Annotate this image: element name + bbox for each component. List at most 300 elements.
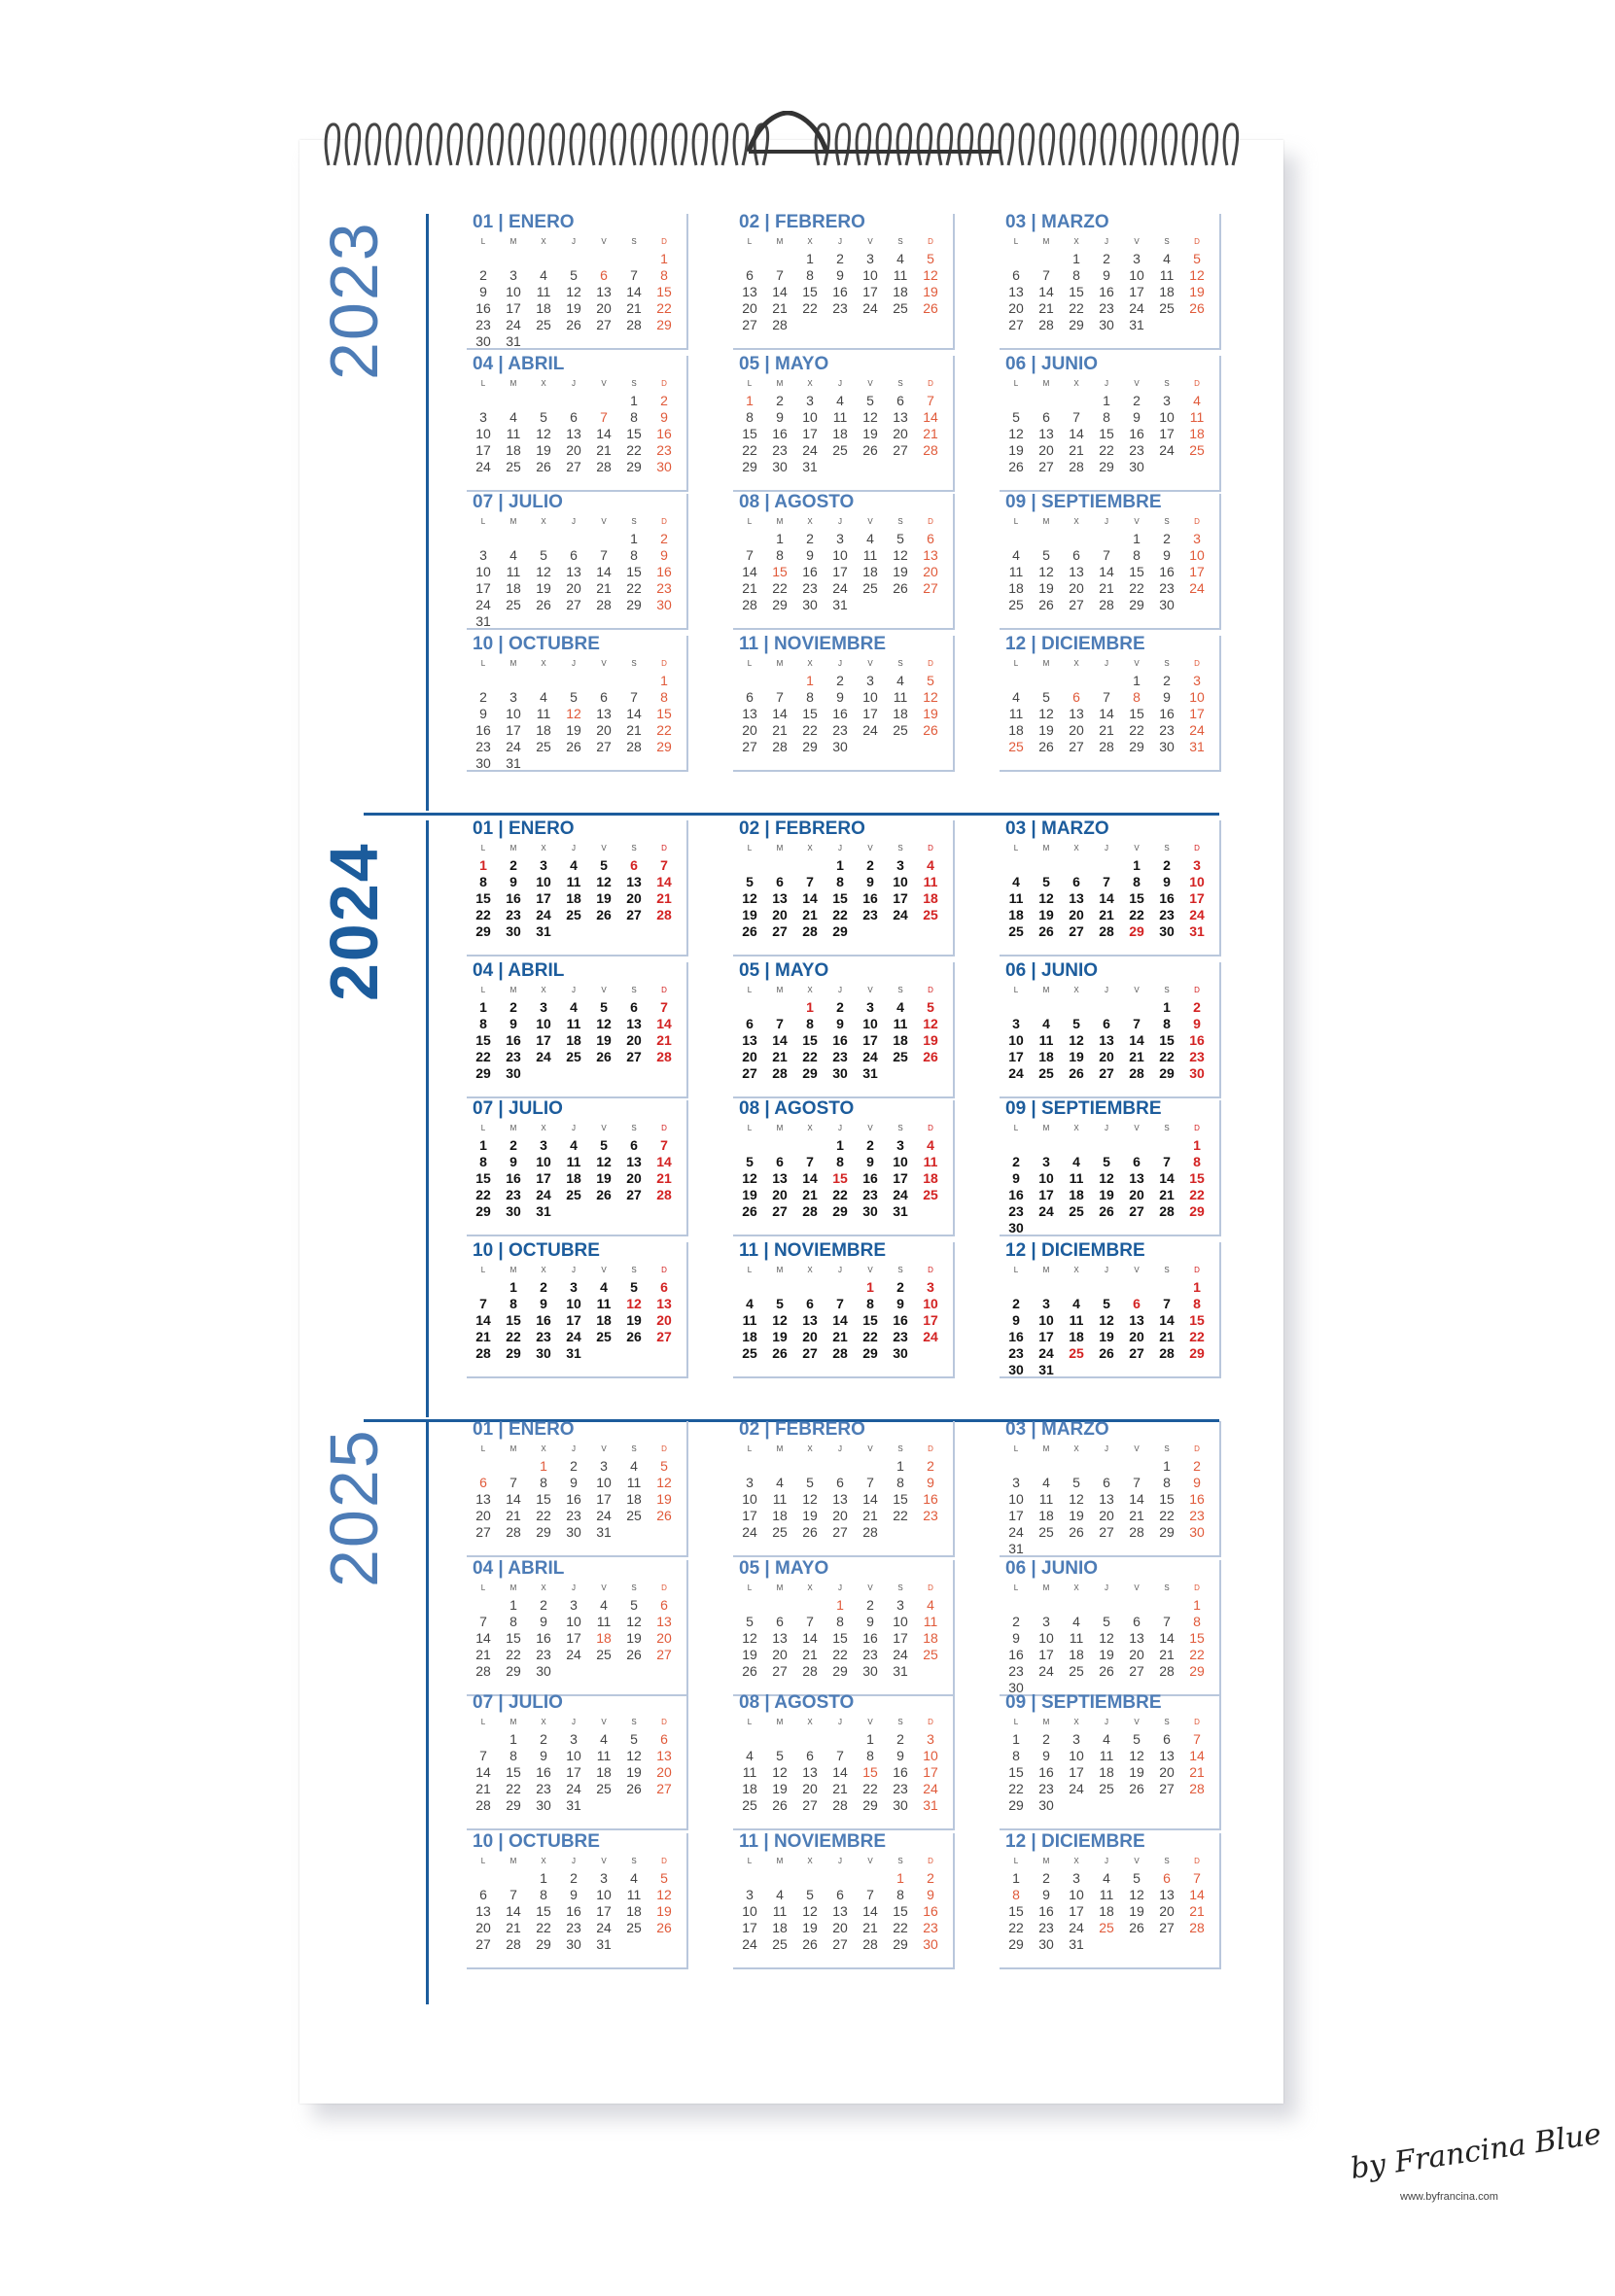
day-cell: 20 xyxy=(1038,442,1054,458)
weekday-header: V xyxy=(867,1583,873,1592)
weekday-header: S xyxy=(897,1266,903,1274)
weekday-header: J xyxy=(572,1718,576,1727)
month-title: 09 | SEPTIEMBRE xyxy=(1005,1692,1162,1714)
day-cell: 16 xyxy=(475,722,491,738)
day-cell: 4 xyxy=(776,1475,784,1490)
month-title: 02 | FEBRERO xyxy=(739,818,865,839)
weekday-header: M xyxy=(776,1857,784,1866)
day-cell: 5 xyxy=(630,1279,638,1295)
day-cell: 6 xyxy=(660,1731,668,1748)
day-cell: 30 xyxy=(1099,317,1114,332)
day-cell: 3 xyxy=(866,999,874,1015)
day-cell: 5 xyxy=(927,999,934,1015)
day-cell: 24 xyxy=(923,1329,938,1344)
day-cell: 20 xyxy=(1129,1646,1144,1662)
day-cell: 28 xyxy=(596,459,612,474)
day-cell: 23 xyxy=(536,1646,551,1662)
weekday-header: J xyxy=(572,1124,576,1132)
day-cell: 22 xyxy=(1159,1508,1175,1523)
weekday-header: M xyxy=(1042,517,1050,526)
day-cell: 8 xyxy=(630,547,638,563)
day-cell: 10 xyxy=(1008,1032,1024,1048)
weekday-header: X xyxy=(807,659,813,668)
day-cell: 1 xyxy=(1133,857,1141,873)
weekday-header: M xyxy=(509,659,517,668)
day-cell: 22 xyxy=(802,722,818,738)
spiral-ring xyxy=(673,124,686,165)
spiral-ring xyxy=(1142,124,1156,165)
day-cell: 25 xyxy=(1008,739,1024,754)
weekday-header: V xyxy=(867,379,873,388)
day-cell: 27 xyxy=(1038,459,1054,474)
day-cell: 1 xyxy=(866,1731,874,1748)
weekday-header: S xyxy=(631,659,637,668)
day-cell: 10 xyxy=(566,1613,581,1629)
weekday-header: D xyxy=(928,986,933,994)
day-cell: 2 xyxy=(1012,1154,1020,1169)
day-cell: 14 xyxy=(862,1903,878,1920)
day-cell: 13 xyxy=(1159,1887,1175,1903)
month-block xyxy=(467,962,688,1098)
day-cell: 23 xyxy=(506,1049,521,1064)
day-cell: 15 xyxy=(802,284,818,299)
day-cell: 22 xyxy=(802,1049,818,1064)
weekday-header: L xyxy=(1013,1444,1019,1453)
day-cell: 8 xyxy=(806,267,814,283)
day-cell: 9 xyxy=(660,409,668,425)
day-cell: 14 xyxy=(802,1170,818,1186)
day-cell: 30 xyxy=(862,1662,878,1679)
weekday-header: V xyxy=(1134,379,1140,388)
weekday-header: M xyxy=(1042,1583,1050,1592)
day-cell: 24 xyxy=(832,580,848,596)
day-cell: 18 xyxy=(1038,1049,1054,1064)
spiral-ring xyxy=(1000,124,1013,165)
day-cell: 16 xyxy=(1008,1329,1024,1344)
day-cell: 26 xyxy=(1129,1920,1144,1936)
weekday-header: X xyxy=(807,1718,813,1727)
day-cell: 20 xyxy=(596,722,612,738)
day-cell: 2 xyxy=(660,531,668,546)
weekday-header: L xyxy=(1013,1718,1019,1727)
day-cell: 26 xyxy=(802,1936,818,1953)
day-cell: 8 xyxy=(866,1748,874,1764)
day-cell: 30 xyxy=(1189,1524,1205,1540)
day-cell: 3 xyxy=(540,1137,547,1153)
day-cell: 2 xyxy=(1042,1731,1050,1748)
month-block xyxy=(467,1694,688,1830)
day-cell: 10 xyxy=(893,1154,908,1169)
day-cell: 3 xyxy=(866,251,874,266)
day-cell: 4 xyxy=(1042,1475,1050,1490)
day-cell: 15 xyxy=(506,1764,521,1781)
day-cell: 7 xyxy=(776,689,784,705)
day-cell: 19 xyxy=(536,580,551,596)
day-cell: 26 xyxy=(596,1187,612,1202)
month-title: 01 | ENERO xyxy=(473,818,575,839)
day-cell: 14 xyxy=(802,1629,818,1646)
day-cell: 18 xyxy=(626,1903,642,1920)
day-cell: 24 xyxy=(1129,300,1144,316)
day-cell: 14 xyxy=(832,1312,848,1328)
day-cell: 21 xyxy=(475,1646,491,1662)
day-cell: 8 xyxy=(896,1887,904,1903)
weekday-header: L xyxy=(747,659,753,668)
spiral-ring xyxy=(489,124,503,165)
day-cell: 21 xyxy=(802,1187,818,1202)
weekday-header: D xyxy=(661,237,667,246)
day-cell: 22 xyxy=(1129,580,1144,596)
day-cell: 21 xyxy=(626,722,642,738)
day-cell: 14 xyxy=(1189,1748,1205,1764)
day-cell: 25 xyxy=(1038,1524,1054,1540)
day-cell: 7 xyxy=(1133,1016,1141,1031)
day-cell: 25 xyxy=(596,1781,612,1797)
day-cell: 26 xyxy=(742,1662,757,1679)
day-cell: 13 xyxy=(772,1170,788,1186)
day-cell: 11 xyxy=(923,1154,938,1169)
day-cell: 9 xyxy=(1163,547,1171,563)
weekday-header: L xyxy=(747,1718,753,1727)
day-cell: 7 xyxy=(836,1748,844,1764)
day-cell: 1 xyxy=(836,857,844,873)
weekday-header: X xyxy=(1073,659,1079,668)
day-cell: 13 xyxy=(742,1032,757,1048)
day-cell: 4 xyxy=(1072,1296,1080,1311)
weekday-header: L xyxy=(747,1266,753,1274)
weekday-header: S xyxy=(897,1444,903,1453)
day-cell: 29 xyxy=(1099,459,1114,474)
weekday-header: M xyxy=(509,1124,517,1132)
month-block xyxy=(1000,820,1221,957)
day-cell: 5 xyxy=(1012,409,1020,425)
day-cell: 2 xyxy=(1163,531,1171,546)
day-cell: 3 xyxy=(1163,393,1171,408)
day-cell: 16 xyxy=(832,706,848,721)
weekday-header: L xyxy=(1013,517,1019,526)
day-cell: 14 xyxy=(1159,1629,1175,1646)
day-cell: 23 xyxy=(772,442,788,458)
day-cell: 2 xyxy=(509,999,517,1015)
month-title: 08 | AGOSTO xyxy=(739,1692,855,1714)
day-cell: 21 xyxy=(923,426,938,441)
day-cell: 18 xyxy=(626,1491,642,1507)
weekday-header: J xyxy=(1105,1444,1108,1453)
day-cell: 18 xyxy=(566,1032,581,1048)
day-cell: 30 xyxy=(802,597,818,612)
day-cell: 17 xyxy=(536,1170,551,1186)
day-cell: 5 xyxy=(1103,1613,1110,1629)
day-cell: 27 xyxy=(742,1065,757,1081)
day-cell: 1 xyxy=(509,1279,517,1295)
day-cell: 28 xyxy=(656,907,672,922)
weekday-header: S xyxy=(897,1857,903,1866)
day-cell: 4 xyxy=(1103,1870,1110,1887)
month-title: 12 | DICIEMBRE xyxy=(1005,1240,1145,1261)
day-cell: 18 xyxy=(1069,1187,1084,1202)
day-cell: 4 xyxy=(1163,251,1171,266)
day-cell: 14 xyxy=(772,284,788,299)
month-title: 07 | JULIO xyxy=(473,492,563,512)
day-cell: 15 xyxy=(802,706,818,721)
day-cell: 12 xyxy=(1099,1629,1114,1646)
day-cell: 9 xyxy=(570,1887,578,1903)
day-cell: 6 xyxy=(1133,1613,1141,1629)
day-cell: 9 xyxy=(836,267,844,283)
day-cell: 28 xyxy=(626,317,642,332)
day-cell: 21 xyxy=(1159,1329,1175,1344)
day-cell: 31 xyxy=(1069,1936,1084,1953)
day-cell: 25 xyxy=(1099,1920,1114,1936)
day-cell: 14 xyxy=(832,1764,848,1781)
day-cell: 18 xyxy=(923,1170,938,1186)
day-cell: 25 xyxy=(596,1646,612,1662)
weekday-header: X xyxy=(807,1583,813,1592)
day-cell: 16 xyxy=(1008,1646,1024,1662)
day-cell: 12 xyxy=(1099,1312,1114,1328)
spiral-ring xyxy=(959,124,972,165)
day-cell: 23 xyxy=(1008,1203,1024,1219)
day-cell: 23 xyxy=(1189,1508,1205,1523)
day-cell: 19 xyxy=(566,722,581,738)
day-cell: 3 xyxy=(1072,1731,1080,1748)
day-cell: 18 xyxy=(1038,1508,1054,1523)
day-cell: 12 xyxy=(862,409,878,425)
day-cell: 16 xyxy=(1159,706,1175,721)
month-block xyxy=(1000,494,1221,630)
day-cell: 8 xyxy=(1012,1748,1020,1764)
day-cell: 14 xyxy=(506,1903,521,1920)
day-cell: 28 xyxy=(1159,1203,1175,1219)
day-cell: 1 xyxy=(866,1279,874,1295)
day-cell: 19 xyxy=(626,1629,642,1646)
month-block xyxy=(1000,356,1221,492)
day-cell: 22 xyxy=(1129,722,1144,738)
day-cell: 9 xyxy=(540,1613,547,1629)
day-cell: 31 xyxy=(475,613,491,629)
day-cell: 28 xyxy=(1129,1524,1144,1540)
month-block xyxy=(733,1242,955,1378)
day-cell: 2 xyxy=(836,251,844,266)
weekday-header: S xyxy=(631,1718,637,1727)
day-cell: 28 xyxy=(772,317,788,332)
day-cell: 26 xyxy=(802,1524,818,1540)
day-cell: 9 xyxy=(866,1154,874,1169)
month-block xyxy=(467,494,688,630)
day-cell: 2 xyxy=(776,393,784,408)
day-cell: 4 xyxy=(1193,393,1201,408)
day-cell: 31 xyxy=(596,1524,612,1540)
day-cell: 2 xyxy=(896,1279,904,1295)
weekday-header: L xyxy=(747,986,753,994)
day-cell: 1 xyxy=(896,1458,904,1474)
weekday-header: L xyxy=(480,1444,486,1453)
day-cell: 1 xyxy=(1193,1137,1201,1153)
day-cell: 8 xyxy=(1133,689,1141,705)
spiral-ring xyxy=(367,124,380,165)
weekday-header: X xyxy=(1073,1444,1079,1453)
day-cell: 3 xyxy=(570,1596,578,1613)
day-cell: 16 xyxy=(566,1903,581,1920)
weekday-header: J xyxy=(838,1583,842,1592)
day-cell: 15 xyxy=(1099,426,1114,441)
day-cell: 9 xyxy=(1163,874,1171,889)
day-cell: 26 xyxy=(772,1345,788,1361)
day-cell: 16 xyxy=(832,1032,848,1048)
weekday-header: M xyxy=(776,1124,784,1132)
day-cell: 18 xyxy=(566,890,581,906)
day-cell: 2 xyxy=(866,1596,874,1613)
day-cell: 26 xyxy=(923,300,938,316)
day-cell: 24 xyxy=(1008,1524,1024,1540)
day-cell: 11 xyxy=(1008,706,1024,721)
day-cell: 5 xyxy=(1103,1296,1110,1311)
day-cell: 7 xyxy=(630,267,638,283)
day-cell: 5 xyxy=(776,1296,784,1311)
day-cell: 4 xyxy=(896,251,904,266)
day-cell: 23 xyxy=(1129,442,1144,458)
day-cell: 4 xyxy=(746,1296,754,1311)
day-cell: 25 xyxy=(893,722,908,738)
day-cell: 15 xyxy=(475,1170,491,1186)
weekday-header: V xyxy=(601,986,607,994)
day-cell: 26 xyxy=(656,1508,672,1523)
weekday-header: V xyxy=(1134,1124,1140,1132)
day-cell: 3 xyxy=(1193,531,1201,546)
day-cell: 5 xyxy=(1042,874,1050,889)
brand-website: www.byfrancina.com xyxy=(1400,2191,1498,2203)
day-cell: 30 xyxy=(566,1936,581,1953)
day-cell: 11 xyxy=(536,706,551,721)
day-cell: 24 xyxy=(475,597,491,612)
spiral-ring xyxy=(938,124,952,165)
day-cell: 10 xyxy=(893,1613,908,1629)
day-cell: 23 xyxy=(536,1781,551,1797)
day-cell: 30 xyxy=(1159,923,1175,939)
day-cell: 28 xyxy=(772,739,788,754)
day-cell: 27 xyxy=(1159,1781,1175,1797)
day-cell: 4 xyxy=(570,1137,578,1153)
spiral-ring xyxy=(1081,124,1095,165)
spiral-ring xyxy=(734,124,748,165)
day-cell: 25 xyxy=(923,1187,938,1202)
day-cell: 1 xyxy=(806,999,814,1015)
weekday-header: S xyxy=(897,659,903,668)
weekday-header: X xyxy=(1073,1266,1079,1274)
day-cell: 21 xyxy=(1099,722,1114,738)
weekday-header: X xyxy=(541,1444,546,1453)
day-cell: 9 xyxy=(1103,267,1110,283)
weekday-header: V xyxy=(867,237,873,246)
day-cell: 26 xyxy=(626,1781,642,1797)
day-cell: 4 xyxy=(1072,1613,1080,1629)
day-cell: 10 xyxy=(893,874,908,889)
day-cell: 23 xyxy=(832,1049,848,1064)
day-cell: 19 xyxy=(1038,580,1054,596)
day-cell: 7 xyxy=(806,1154,814,1169)
spiral-ring xyxy=(346,124,360,165)
day-cell: 18 xyxy=(742,1781,757,1797)
day-cell: 3 xyxy=(1012,1475,1020,1490)
day-cell: 27 xyxy=(923,580,938,596)
day-cell: 9 xyxy=(1042,1887,1050,1903)
month-block xyxy=(733,962,955,1098)
day-cell: 1 xyxy=(660,251,668,266)
spiral-ring xyxy=(1102,124,1115,165)
weekday-header: X xyxy=(541,517,546,526)
day-cell: 30 xyxy=(1159,597,1175,612)
weekday-header: V xyxy=(867,1124,873,1132)
day-cell: 17 xyxy=(862,1032,878,1048)
day-cell: 20 xyxy=(1099,1049,1114,1064)
day-cell: 10 xyxy=(832,547,848,563)
weekday-header: L xyxy=(480,1857,486,1866)
day-cell: 5 xyxy=(660,1458,668,1474)
day-cell: 22 xyxy=(1008,1781,1024,1797)
day-cell: 10 xyxy=(596,1475,612,1490)
day-cell: 13 xyxy=(1099,1032,1114,1048)
day-cell: 11 xyxy=(1069,1170,1084,1186)
day-cell: 10 xyxy=(536,1154,551,1169)
weekday-header: X xyxy=(1073,986,1079,994)
day-cell: 29 xyxy=(536,1524,551,1540)
day-cell: 19 xyxy=(742,1646,757,1662)
day-cell: 19 xyxy=(772,1329,788,1344)
day-cell: 2 xyxy=(1042,1870,1050,1887)
day-cell: 22 xyxy=(1189,1646,1205,1662)
day-cell: 30 xyxy=(1038,1797,1054,1814)
day-cell: 21 xyxy=(596,442,612,458)
weekday-header: L xyxy=(747,237,753,246)
day-cell: 26 xyxy=(1099,1345,1114,1361)
day-cell: 27 xyxy=(1069,923,1084,939)
weekday-header: D xyxy=(928,1124,933,1132)
day-cell: 13 xyxy=(1129,1312,1144,1328)
weekday-header: J xyxy=(572,659,576,668)
day-cell: 3 xyxy=(600,1870,608,1887)
weekday-header: V xyxy=(601,1266,607,1274)
day-cell: 20 xyxy=(475,1920,491,1936)
day-cell: 16 xyxy=(566,1491,581,1507)
day-cell: 14 xyxy=(772,706,788,721)
day-cell: 18 xyxy=(1008,580,1024,596)
day-cell: 6 xyxy=(1072,874,1080,889)
day-cell: 29 xyxy=(1189,1203,1205,1219)
day-cell: 10 xyxy=(506,706,521,721)
day-cell: 7 xyxy=(1163,1154,1171,1169)
day-cell: 8 xyxy=(1193,1613,1201,1629)
day-cell: 21 xyxy=(475,1781,491,1797)
day-cell: 15 xyxy=(862,1764,878,1781)
weekday-header: X xyxy=(541,844,546,852)
day-cell: 22 xyxy=(742,442,757,458)
day-cell: 1 xyxy=(1193,1596,1201,1613)
day-cell: 30 xyxy=(893,1345,908,1361)
month-title: 04 | ABRIL xyxy=(473,960,565,981)
day-cell: 14 xyxy=(626,284,642,299)
day-cell: 19 xyxy=(1129,1903,1144,1920)
day-cell: 5 xyxy=(746,874,754,889)
weekday-header: D xyxy=(928,1718,933,1727)
day-cell: 11 xyxy=(566,874,581,889)
day-cell: 24 xyxy=(802,442,818,458)
day-cell: 25 xyxy=(596,1329,612,1344)
weekday-header: V xyxy=(1134,986,1140,994)
day-cell: 9 xyxy=(540,1296,547,1311)
day-cell: 31 xyxy=(1189,739,1205,754)
day-cell: 22 xyxy=(862,1781,878,1797)
day-cell: 6 xyxy=(1072,689,1080,705)
